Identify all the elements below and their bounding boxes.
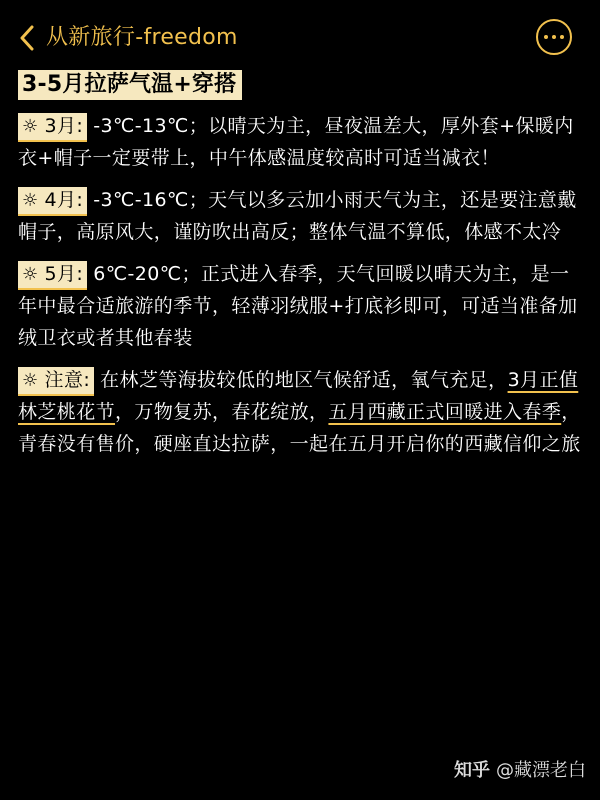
highlight-text: 五月西藏正式回暖进入春季 [328,401,562,423]
sun-icon: ☼ [22,116,39,137]
more-dot [552,35,556,39]
tag-label: 注意: [44,369,91,391]
section-april [18,184,584,248]
section-text: ，万物复苏，春花绽放， [115,401,329,423]
sun-icon: ☼ [22,190,39,211]
tag-label: 3月: [44,115,84,137]
back-button[interactable] [12,22,42,54]
sun-icon: ☼ [22,264,39,285]
section-text: 在林芝等海拔较低的地区气候舒适，氧气充足， [100,369,508,391]
section-text: -3℃-16℃；天气以多云加小雨天气为主，还是要注意戴帽子，高原风大，谨防吹出高反；整体气温不算低，体感不太冷 [18,189,577,243]
more-dots-icon [544,35,548,39]
section-note [18,364,584,460]
watermark [454,756,586,782]
chevron-left-icon [19,25,35,51]
section-text: 6℃-20℃；正式进入春季，天气回暖以晴天为主，是一年中最合适旅游的季节，轻薄羽绒服+打底衫即可，可适当准备加绒卫衣或者其他春装 [18,263,578,349]
author-handle: @藏漂老白 [496,760,586,781]
article-headline: 3-5月拉萨气温+穿搭 [18,70,242,100]
note-tag [18,367,94,396]
tag-label: 4月: [44,189,84,211]
nav-bar [0,0,600,76]
tag-label: 5月: [44,263,84,285]
section-march [18,110,584,174]
more-options-button[interactable] [536,19,572,55]
highlight-text: 3月正值林芝桃花节 [18,369,579,423]
zhihu-logo: 知乎 [454,760,490,781]
month-tag [18,261,87,290]
page-title: 从新旅行-freedom [46,25,238,50]
sun-icon: ☼ [22,370,39,391]
section-may [18,258,584,354]
section-text: ，青春没有售价，硬座直达拉萨，一起在五月开启你的西藏信仰之旅 [18,401,581,455]
article-content [18,70,584,470]
more-dot [560,35,564,39]
month-tag [18,113,87,142]
section-text: -3℃-13℃；以晴天为主，昼夜温差大，厚外套+保暖内衣+帽子一定要带上，中午体感温度较高时可适当减衣！ [18,115,574,169]
month-tag [18,187,87,216]
